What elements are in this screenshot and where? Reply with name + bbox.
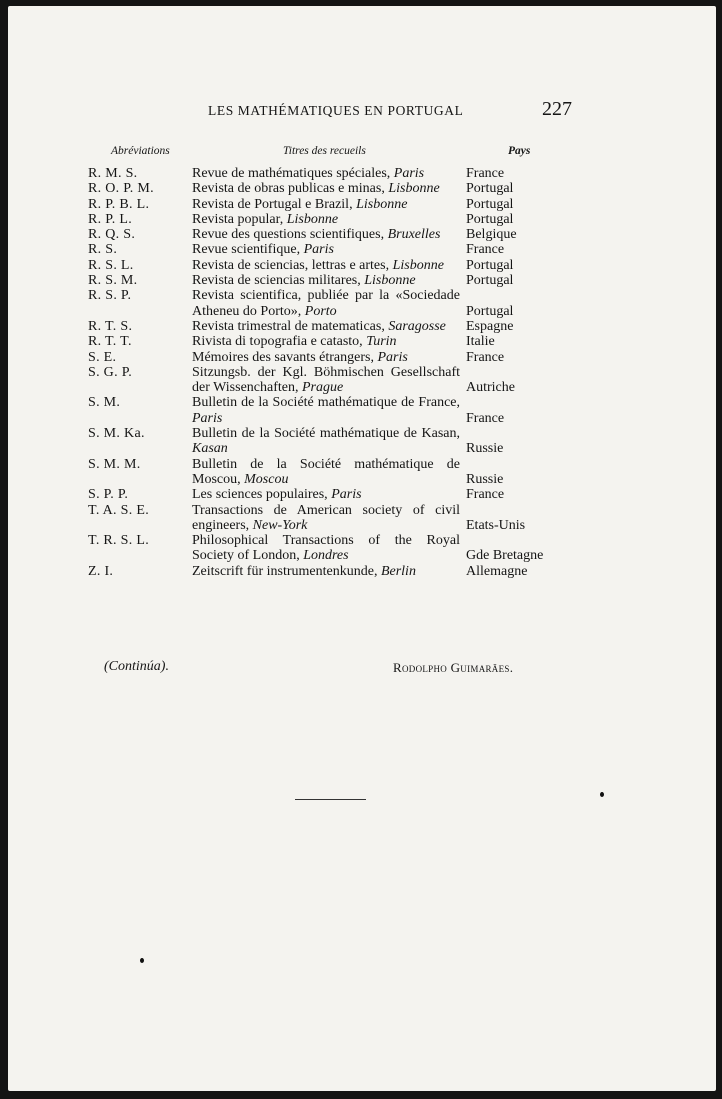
table-row <box>8 288 716 319</box>
journal-title-text: Revista popular, <box>192 211 284 227</box>
journal-title-text: Zeitscrift für instrumentenkunde, <box>192 563 378 579</box>
country: France <box>466 166 505 181</box>
country: France <box>466 487 505 503</box>
journal-title <box>192 212 460 227</box>
ink-speck <box>140 958 144 963</box>
abbreviation: T. R. S. L. <box>88 533 149 549</box>
journal-place: Lisbonne <box>286 211 339 227</box>
table-row <box>8 181 716 196</box>
country: Belgique <box>466 227 517 243</box>
abbreviation: S. G. P. <box>88 364 133 380</box>
journal-title <box>192 242 460 257</box>
journal-title-text: Revue de mathématiques spéciales, <box>192 166 391 181</box>
running-title: LES MATHÉMATIQUES EN PORTUGAL <box>208 103 464 118</box>
abbreviation: R. M. S. <box>88 166 138 181</box>
journal-title <box>192 350 460 365</box>
journal-place: Paris <box>377 349 408 365</box>
page-number: 227 <box>542 98 572 120</box>
journal-title <box>192 319 460 334</box>
abbreviation: R. S. M. <box>88 273 138 289</box>
journal-title-text: Bulletin de la Société mathématique de Kasan, <box>192 426 460 442</box>
abbreviation: R. S. <box>88 242 118 258</box>
journal-title <box>192 258 460 273</box>
journal-place: Paris <box>303 242 334 258</box>
journal-title-text: Transactions de American society of civil engineers, <box>192 502 460 533</box>
journal-title-text: Revista de sciencias militares, <box>192 273 361 289</box>
abbreviation: R. P. B. L. <box>88 196 150 212</box>
country: France <box>466 349 505 365</box>
column-header-country: Pays <box>508 145 531 157</box>
abbreviation: R. Q. S. <box>88 227 136 243</box>
journal-title-text: Bulletin de la Société mathématique de France, <box>192 395 460 411</box>
country: Russie <box>466 471 504 487</box>
table-row <box>8 457 716 488</box>
country: Italie <box>466 334 495 350</box>
journal-title <box>192 334 460 349</box>
country: France <box>466 242 505 258</box>
table-row <box>8 334 716 349</box>
journal-place: Kasan <box>192 441 228 457</box>
abbreviation: R. S. P. <box>88 288 132 304</box>
table-row <box>8 395 716 426</box>
country: Portugal <box>466 181 514 197</box>
table-row <box>8 365 716 396</box>
journal-title <box>192 457 460 488</box>
journal-place: Lisbonne <box>388 181 440 197</box>
abbreviation: R. S. L. <box>88 257 134 273</box>
table-row <box>8 319 716 334</box>
closing-rule <box>295 799 366 800</box>
journal-title-text: Revista de sciencias, lettras e artes, <box>192 257 390 273</box>
table-row <box>8 197 716 212</box>
journal-title-text: Sitzungsb. der Kgl. Böhmischen Gesellschaft der Wissenchaften, <box>192 364 460 396</box>
table-row <box>8 166 716 181</box>
journal-place: Londres <box>303 548 349 564</box>
abbreviation: R. O. P. M. <box>88 181 154 197</box>
journal-title <box>192 365 460 396</box>
journal-place: Berlin <box>380 563 416 579</box>
journal-place: New-York <box>252 517 308 533</box>
abbreviation: Z. I. <box>88 563 114 579</box>
journal-title-text: Revista trimestral de matematicas, <box>192 318 385 334</box>
journal-place: Porto <box>304 303 337 319</box>
journal-title <box>192 395 460 426</box>
table-row <box>8 487 716 502</box>
country: Espagne <box>466 318 514 334</box>
continued-note: (Continúa). <box>104 659 169 674</box>
abbreviation: R. T. T. <box>88 334 132 350</box>
table-row <box>8 564 716 579</box>
journal-place: Lisbonne <box>364 273 416 289</box>
country: Portugal <box>466 211 514 227</box>
journal-title-text: Revista scientifica, publiée par la «Sociedade Atheneu do Porto», <box>192 288 460 319</box>
journal-title-text: Revue des questions scientifiques, <box>192 227 385 243</box>
journal-title <box>192 166 460 181</box>
journal-title <box>192 503 460 534</box>
journal-title <box>192 197 460 212</box>
journal-title <box>192 564 460 579</box>
abbreviation: S. M. Ka. <box>88 426 145 442</box>
journal-title <box>192 181 460 196</box>
table-row <box>8 426 716 457</box>
journal-title-text: Rivista di topografia e catasto, <box>192 334 363 350</box>
journal-place: Bruxelles <box>387 227 441 243</box>
abbreviation: R. T. S. <box>88 318 133 334</box>
column-header-titles: Titres des recueils <box>283 145 366 157</box>
country: Portugal <box>466 257 514 273</box>
journal-place: Lisbonne <box>356 196 408 212</box>
country: Russie <box>466 441 504 457</box>
journal-title-text: Mémoires des savants étrangers, <box>192 349 374 365</box>
journal-title-text: Revista de Portugal e Brazil, <box>192 196 353 212</box>
table-row <box>8 533 716 564</box>
column-header-abbreviations: Abréviations <box>111 145 170 157</box>
table-row <box>8 242 716 257</box>
country: Gde Bretagne <box>466 548 544 564</box>
abbreviation: S. E. <box>88 349 117 365</box>
abbreviation: S. P. P. <box>88 487 129 503</box>
journal-title <box>192 426 460 457</box>
journal-place: Paris <box>331 487 362 503</box>
journal-title-text: Revue scientifique, <box>192 242 301 258</box>
journal-title-text: Revista de obras publicas e minas, <box>192 181 385 197</box>
country: Portugal <box>466 196 514 212</box>
journal-title <box>192 288 460 319</box>
abbreviation: T. A. S. E. <box>88 502 149 518</box>
table-row <box>8 258 716 273</box>
country: Allemagne <box>466 563 528 579</box>
journal-title <box>192 273 460 288</box>
country: Portugal <box>466 303 514 319</box>
page <box>8 6 716 1091</box>
journal-place: Lisbonne <box>392 257 444 273</box>
country: France <box>466 410 505 426</box>
journal-title-text: Les sciences populaires, <box>192 487 328 503</box>
journal-title <box>192 487 460 502</box>
journal-title <box>192 533 460 564</box>
country: Etats-Unis <box>466 517 526 533</box>
table-row <box>8 350 716 365</box>
table-row <box>8 227 716 242</box>
country: Portugal <box>466 273 514 289</box>
author-signature: Rodolpho Guimarães. <box>393 660 514 675</box>
journal-place: Turin <box>366 334 397 350</box>
journal-place: Moscou <box>244 471 289 487</box>
journal-title-text: Philosophical Transactions of the Royal Society of London, <box>192 533 460 564</box>
journal-place: Prague <box>301 380 344 396</box>
table-row <box>8 273 716 288</box>
table-row <box>8 503 716 534</box>
abbreviation: S. M. <box>88 395 121 411</box>
ink-speck <box>600 792 604 797</box>
journal-place: Paris <box>393 166 425 181</box>
journal-title-text: Bulletin de la Société mathématique de Moscou, <box>192 456 460 487</box>
abbreviation: S. M. M. <box>88 456 141 472</box>
abbreviations-table <box>8 166 716 579</box>
journal-place: Saragosse <box>388 318 446 334</box>
journal-place: Paris <box>192 410 223 426</box>
country: Autriche <box>466 380 515 396</box>
journal-title <box>192 227 460 242</box>
table-row <box>8 212 716 227</box>
abbreviation: R. P. L. <box>88 211 133 227</box>
